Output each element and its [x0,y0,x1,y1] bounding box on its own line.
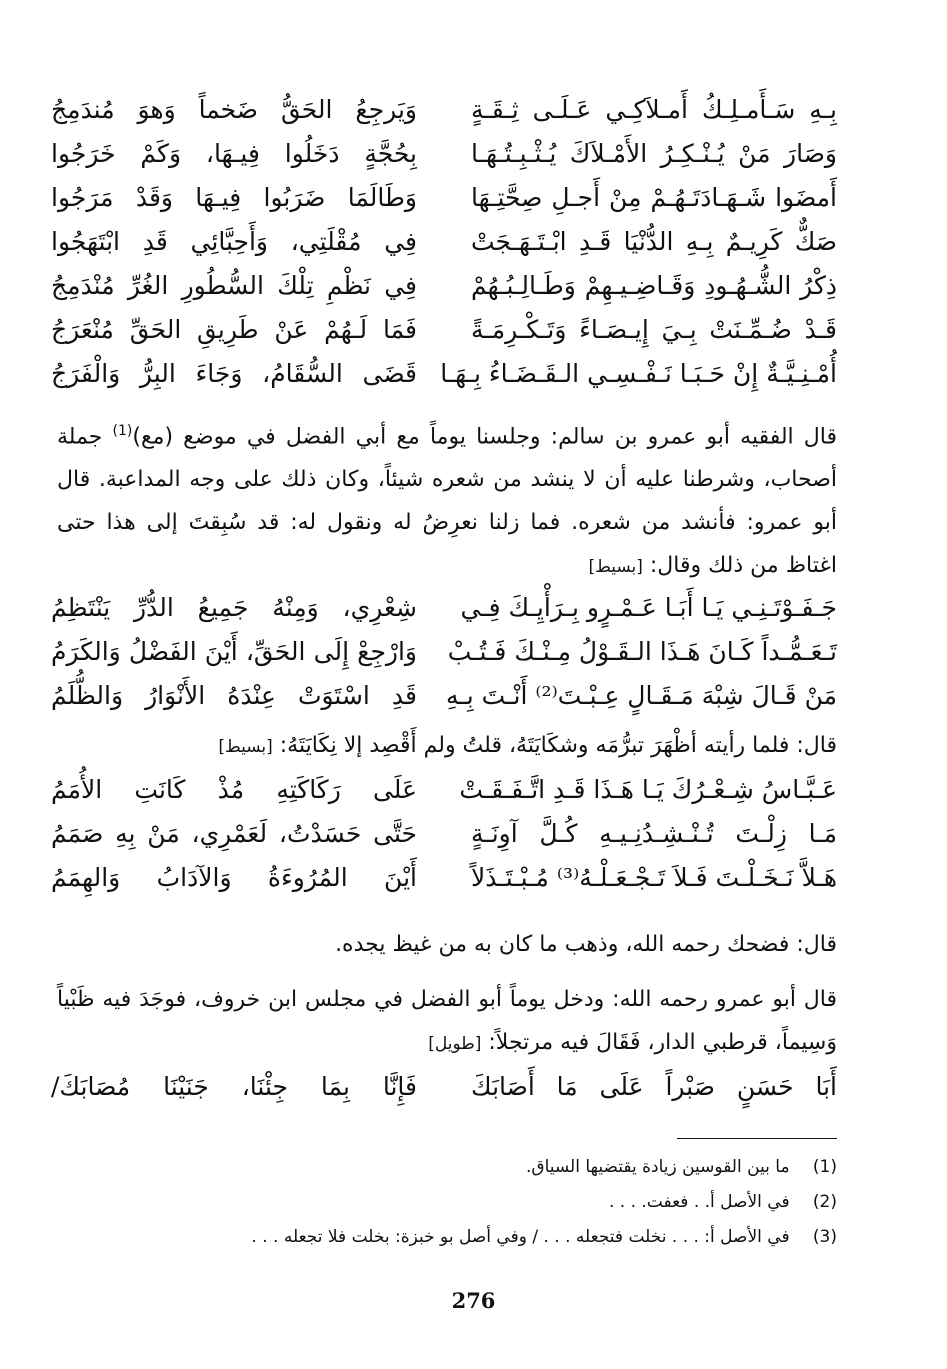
verse-second-hemistich: قَدِ اسْتَوَتْ عِنْدَهُ الأَنْوَارُ وَالظُّلَمُ [51,681,417,710]
verse-second-hemistich: فَإِنَّا بِمَا جِئْنَا، جَنَيْنَا مُصَابَكَ/ [51,1072,417,1101]
paragraph-text: قال: فلما رأيته أظْهَرَ تبرُّمَه وشكَايَتَهُ، قلتُ ولم أَقْصِد إلا نِكَايَتَهُ: [272,733,837,758]
footnote-divider [677,1138,837,1139]
footnotes [57,1150,837,1255]
footnote [57,1220,837,1255]
meter-label: [بسيط] [218,737,273,757]
verse-first-hemistich: ذِكْرُ الشُّـهُـودِ وَقَـاضِـيـهِمْ وَطَـالِـبُـهُمْ [471,271,837,300]
verse-second-hemistich: أَيْنَ المُرُوءَةُ وَالآدَابُ وَالهِمَمُ [51,863,417,892]
verse-first-hemistich: جَـفَـوْتَـنِـي يَـا أَبَـا عَـمْـرٍو بِـرَأْيِـكَ فِـي [460,593,837,622]
verse-first-hemistich: أُمْـنِـيَّـةٌ إِنْ حَـبَـا نَـفْـسِـي الـقَـضَـاءُ بِـهَـا [440,359,837,388]
paragraph-text: قال أبو عمرو رحمه الله: ودخل يوماً أبو الفضل في مجلس ابن خروف، فوجَدَ فيه ظَبْياً وَسِيماً، قرطبي الدار، فَقَالَ فيه مرتجلاً: [57,987,837,1055]
verse-second-hemistich: فَمَا لَـهُمْ عَنْ طَرِيقِ الحَقِّ مُنْعَرَجُ [51,315,417,344]
footnote-text: في الأصل أ: . . . نخلت فتجعله . . . / وفي أصل بو خبزة: بخلت فلا تجعله . . . [251,1227,790,1247]
verse-second-hemistich: وَيَرجِعُ الحَقُّ ضَخماً وَهوَ مُندَمِجُ [51,95,417,124]
verse-first-hemistich: عَـبَّـاسُ شِـعْـرُكَ يَـا هَـذَا قَـدِ اتَّـفَـقَـتْ [459,775,837,804]
verse [0,308,947,352]
meter-label: [بسيط] [588,557,643,578]
verse [0,352,947,396]
verse-second-hemistich: وَطَالَمَا ضَرَبُوا فِيـهَا وَقَدْ مَرَجُوا [51,183,417,212]
verse-second-hemistich: فِي مُقْلَتِي، وَأَحِبَّائِي قَدِ ابْتَهَجُوا [51,227,417,256]
verse-first-hemistich: صَكٌّ كَرِيـمٌ بِـهِ الدُّنْيَا قَـدِ ابْـتَـهَـجَتْ [471,227,837,256]
verse [0,812,947,856]
paragraph-text: قال: فضحك رحمه الله، وذهب ما كان به من غيظ يجده. [335,932,837,957]
paragraph-3 [57,923,837,966]
verse-second-hemistich: عَلَى رَكَاكَتِهِ مُذْ كَانَتِ الأُمَمُ [51,775,417,804]
verse-second-hemistich: حَتَّى حَسَدْتُ، لَعَمْرِي، مَنْ بِهِ صَمَمُ [51,819,417,848]
verse-second-hemistich: بِحُجَّةٍ دَخَلُوا فِيـهَا، وَكَمْ خَرَجُوا [51,139,417,168]
meter-label: [طويل] [428,1034,482,1054]
verse [0,132,947,176]
verse-first-hemistich: مَنْ قَـالَ شِبْهَ مَـقَـالٍ عِـبْـتَ⁽²⁾ أَنْـتَ بِـهِ [446,681,837,710]
verse-first-hemistich: تَـعَـمُّـداً كَـانَ هَـذَا الـقَـوْلُ مِـنْـكَ فَـتُـبْ [447,637,837,666]
verse-second-hemistich: قَضَى السُّقَامُ، وَجَاءَ البِرُّ وَالْفَرَجُ [51,359,417,388]
verse-first-hemistich: هَـلاَّ نَـخَـلْـتَ فَـلاَ تَـجْـعَـلْـهُ⁽³⁾ مُـبْـتَـذَلاً [471,863,838,892]
footnote-number: (3) [812,1227,837,1247]
footnote [57,1185,837,1220]
footnote-marker: (1) [112,423,133,439]
verse [0,630,947,674]
footnote-text: ما بين القوسين زيادة يقتضيها السياق. [525,1157,790,1177]
verse-second-hemistich: وَارْجِعْ إِلَى الحَقِّ، أَيْنَ الفَضْلُ وَالكَرَمُ [51,637,417,666]
paragraph-1 [57,410,837,589]
verse-first-hemistich: وَصَارَ مَنْ يُـنْـكِـرُ الأَمْـلاَكَ يُـثْـبِـتُـهَـا [471,139,837,168]
paragraph-4 [57,978,837,1066]
footnote-number: (2) [812,1192,837,1212]
verse-second-hemistich: شِعْرِي، وَمِنْهُ جَمِيعُ الدُّرِّ يَنْتَظِمُ [51,593,417,622]
verse [0,1065,947,1109]
page-number: 276 [451,1288,496,1313]
paragraph-2 [57,724,837,769]
verse-first-hemistich: أَمضَوا شَـهَـادَتَـهُـمْ مِنْ أَجـلِ صِحَّتِـهَا [471,183,837,212]
verse [0,768,947,812]
verse-first-hemistich: مَـا زِلْـتَ تُـنْـشِـدُنِـيـهِ كُـلَّ آوِنَـةٍ [471,819,837,848]
verse [0,856,947,900]
verse [0,176,947,220]
verse-first-hemistich: أَبَا حَسَنٍ صَبْراً عَلَى مَا أَصَابَكَ [471,1072,837,1101]
verse [0,220,947,264]
verse [0,88,947,132]
footnote-number: (1) [812,1157,837,1177]
verse-second-hemistich: فِي نَظْمِ تِلْكَ السُّطُورِ الغُرِّ مُنْدَمِجُ [51,271,417,300]
verse-first-hemistich: قَـدْ ضُـمِّـنَتْ بِـيَ إِيـصَـاءً وَتَـكْـرِمَـةً [471,315,837,344]
footnote [57,1150,837,1185]
verse [0,586,947,630]
paragraph-text: قال الفقيه أبو عمرو بن سالم: وجلسنا يوماً مع أبي الفضل في موضع (مع) [132,424,837,450]
verse [0,674,947,718]
footnote-text: في الأصل أ. . فعفت. . . . [608,1192,790,1212]
verse-first-hemistich: بِـهِ سَـأَمـلِـكُ أَمـلاَكِـي عَـلَـى ثِـقَـةٍ [471,95,837,124]
verse [0,264,947,308]
paragraph-text-continued: جملة أصحاب، وشرطنا عليه أن لا ينشد من شعره شيئاً، وكان ذلك على وجه المداعبة. قال أبو عمرو: فأنشد من شعره. فما زلنا نعرِضُ له ونقول له: قد سُبِقتَ إلى هذا حتى اغتاظ من ذلك وقال: [57,424,837,579]
